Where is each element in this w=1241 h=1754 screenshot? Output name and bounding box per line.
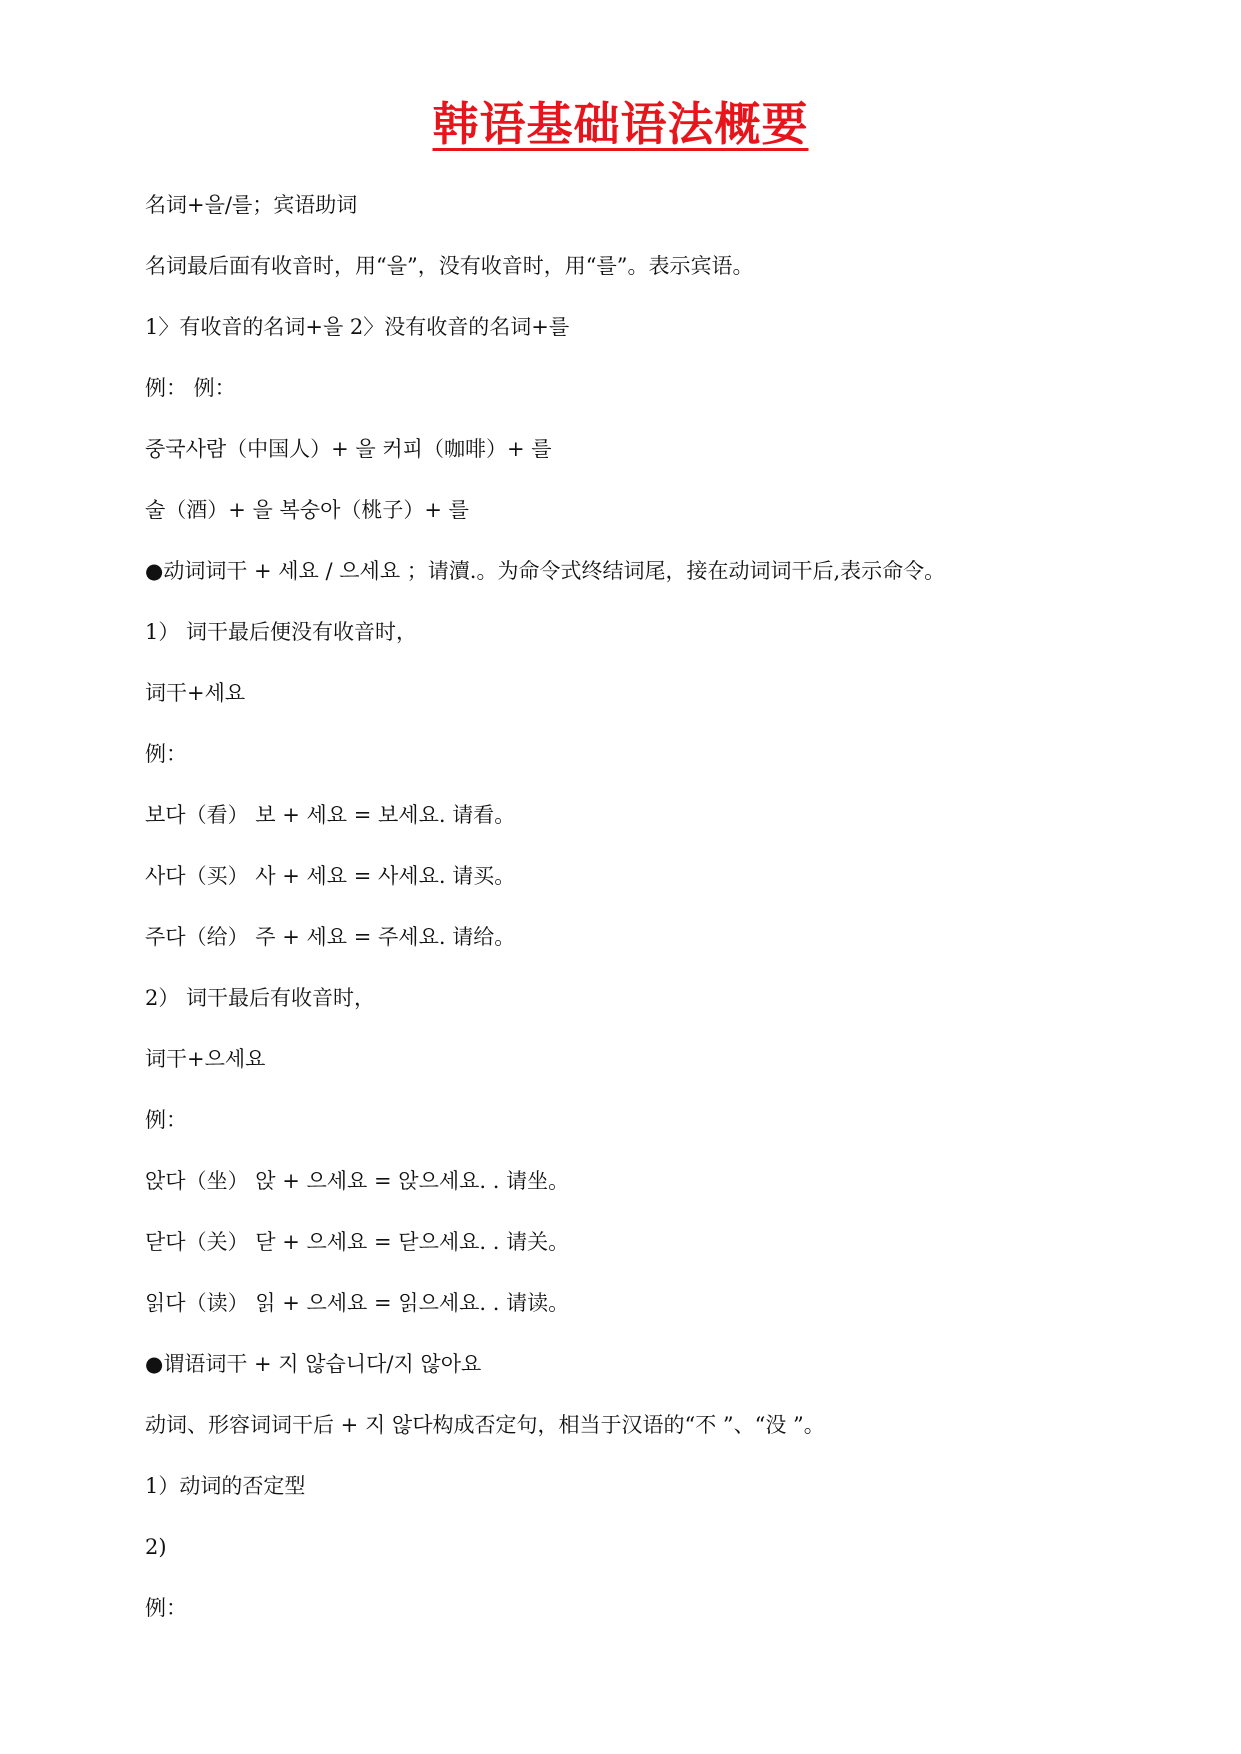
text-line-example-label: 例： 例： — [145, 376, 236, 400]
text-line-object-particle-rule: 名词最后面有收音时，用“을”，没有收音时，用“를”。表示宾语。 — [145, 254, 754, 278]
text-line-object-particle-heading: 名词+을/를；宾语助词 — [145, 193, 358, 217]
text-line-negation-heading: ●谓语词干 + 지 않습니다/지 않아요 — [145, 1352, 482, 1376]
text-line-example: 보다（看） 보 + 세요 = 보세요. 请看。 — [145, 803, 516, 827]
text-line-object-particle-cases: 1〉有收音的名词+을 2〉没有收音的名词+를 — [145, 315, 570, 339]
text-line-imperative-heading: ●动词词干 + 세요 / 으세요 ；请瀆.。为命令式终结词尾，接在动词词干后,表示命令。 — [145, 559, 946, 583]
text-line-example-label: 例： — [145, 1108, 187, 1132]
text-line-example: 앉다（坐） 앉 + 으세요 = 앉으세요. . 请坐。 — [145, 1169, 570, 1193]
text-line-example-label: 例： — [145, 1596, 187, 1620]
text-line-example-label: 例： — [145, 742, 187, 766]
text-line-example: 닫다（关） 닫 + 으세요 = 닫으세요. . 请关。 — [145, 1230, 570, 1254]
text-line-case-2: 2） 词干最后有收音时， — [145, 986, 376, 1010]
text-line-negation-rule: 动词、形容词词干后 + 지 않다构成否定句，相当于汉语的“不 ”、“没 ”。 — [145, 1413, 825, 1437]
text-line-formula: 词干+으세요 — [145, 1047, 266, 1071]
text-line-item-2: 2) — [145, 1535, 167, 1559]
document-title: 韩语基础语法概要 — [432, 97, 809, 151]
text-line-case-1: 1） 词干最后便没有收音时， — [145, 620, 418, 644]
text-line-example: 중국사람（中国人）+ 을 커피（咖啡）+ 를 — [145, 437, 552, 461]
text-line-example: 사다（买） 사 + 세요 = 사세요. 请买。 — [145, 864, 516, 888]
text-line-example: 주다（给） 주 + 세요 = 주세요. 请给。 — [145, 925, 516, 949]
text-line-verb-negation: 1）动词的否定型 — [145, 1474, 306, 1498]
text-line-example: 읽다（读） 읽 + 으세요 = 읽으세요. . 请读。 — [145, 1291, 570, 1315]
text-line-example: 술（酒）+ 을 복숭아（桃子）+ 를 — [145, 498, 469, 522]
text-line-formula: 词干+세요 — [145, 681, 246, 705]
